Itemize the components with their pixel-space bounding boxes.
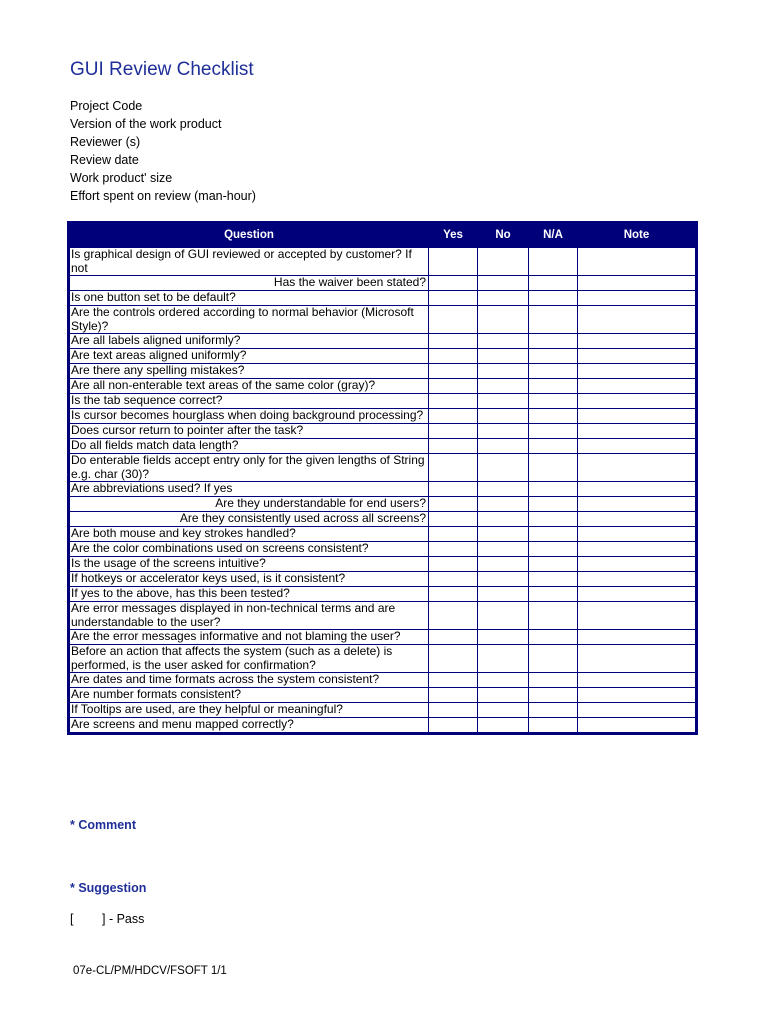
no-cell[interactable] xyxy=(478,630,529,645)
table-row xyxy=(70,276,696,291)
yes-cell[interactable] xyxy=(429,394,478,409)
no-cell[interactable] xyxy=(478,718,529,733)
na-cell[interactable] xyxy=(529,482,578,497)
no-cell[interactable] xyxy=(478,424,529,439)
no-cell[interactable] xyxy=(478,572,529,587)
na-cell[interactable] xyxy=(529,334,578,349)
header-question: Question xyxy=(70,223,429,248)
question-cell: Are the controls ordered according to normal behavior (Microsoft Style)? xyxy=(70,306,429,334)
table-row xyxy=(70,688,696,703)
na-cell[interactable] xyxy=(529,276,578,291)
na-cell[interactable] xyxy=(529,248,578,276)
na-cell[interactable] xyxy=(529,645,578,673)
no-cell[interactable] xyxy=(478,527,529,542)
no-cell[interactable] xyxy=(478,276,529,291)
note-cell[interactable] xyxy=(578,379,696,394)
note-cell[interactable] xyxy=(578,703,696,718)
note-cell[interactable] xyxy=(578,497,696,512)
info-field-reviewers: Reviewer (s) xyxy=(70,135,141,149)
no-cell[interactable] xyxy=(478,439,529,454)
info-field-version: Version of the work product xyxy=(70,117,222,131)
note-cell[interactable] xyxy=(578,364,696,379)
note-cell[interactable] xyxy=(578,454,696,482)
yes-cell[interactable] xyxy=(429,439,478,454)
checklist-table-container xyxy=(67,221,698,735)
question-cell: If Tooltips are used, are they helpful or meaningful? xyxy=(70,703,429,718)
note-cell[interactable] xyxy=(578,482,696,497)
header-no: No xyxy=(478,223,529,248)
header-note: Note xyxy=(578,223,696,248)
note-cell[interactable] xyxy=(578,630,696,645)
no-cell[interactable] xyxy=(478,349,529,364)
question-cell: Before an action that affects the system (such as a delete) is performed, is the user asked for confirmation? xyxy=(70,645,429,673)
table-row xyxy=(70,718,696,733)
na-cell[interactable] xyxy=(529,394,578,409)
yes-cell[interactable] xyxy=(429,248,478,276)
table-row xyxy=(70,630,696,645)
table-row xyxy=(70,587,696,602)
page-title: GUI Review Checklist xyxy=(70,59,254,80)
table-row xyxy=(70,703,696,718)
yes-cell[interactable] xyxy=(429,334,478,349)
no-cell[interactable] xyxy=(478,454,529,482)
table-row xyxy=(70,454,696,482)
yes-cell[interactable] xyxy=(429,673,478,688)
table-row xyxy=(70,482,696,497)
table-row xyxy=(70,409,696,424)
no-cell[interactable] xyxy=(478,645,529,673)
note-cell[interactable] xyxy=(578,439,696,454)
question-cell: If yes to the above, has this been tested? xyxy=(70,587,429,602)
question-cell: Are both mouse and key strokes handled? xyxy=(70,527,429,542)
na-cell[interactable] xyxy=(529,718,578,733)
na-cell[interactable] xyxy=(529,630,578,645)
question-cell: Are the error messages informative and not blaming the user? xyxy=(70,630,429,645)
table-row xyxy=(70,527,696,542)
no-cell[interactable] xyxy=(478,587,529,602)
no-cell[interactable] xyxy=(478,703,529,718)
note-cell[interactable] xyxy=(578,306,696,334)
no-cell[interactable] xyxy=(478,673,529,688)
table-row xyxy=(70,349,696,364)
project-info-list xyxy=(70,97,256,205)
table-row xyxy=(70,394,696,409)
checklist-body xyxy=(70,248,696,733)
question-cell: If hotkeys or accelerator keys used, is it consistent? xyxy=(70,572,429,587)
note-cell[interactable] xyxy=(578,512,696,527)
na-cell[interactable] xyxy=(529,703,578,718)
yes-cell[interactable] xyxy=(429,482,478,497)
table-row xyxy=(70,248,696,276)
suggestion-label: * Suggestion xyxy=(70,881,147,895)
document-footer-code: 07e-CL/PM/HDCV/FSOFT 1/1 xyxy=(73,965,227,977)
info-field-work-product-size: Work product' size xyxy=(70,171,173,185)
yes-cell[interactable] xyxy=(429,688,478,703)
note-cell[interactable] xyxy=(578,673,696,688)
note-cell[interactable] xyxy=(578,334,696,349)
na-cell[interactable] xyxy=(529,424,578,439)
pass-label: - Pass xyxy=(105,912,145,926)
yes-cell[interactable] xyxy=(429,291,478,306)
yes-cell[interactable] xyxy=(429,454,478,482)
note-cell[interactable] xyxy=(578,645,696,673)
table-row xyxy=(70,512,696,527)
pass-checkbox[interactable]: [ xyxy=(70,912,74,926)
note-cell[interactable] xyxy=(578,349,696,364)
note-cell[interactable] xyxy=(578,276,696,291)
table-row xyxy=(70,673,696,688)
table-row xyxy=(70,572,696,587)
na-cell[interactable] xyxy=(529,688,578,703)
na-cell[interactable] xyxy=(529,557,578,572)
no-cell[interactable] xyxy=(478,602,529,630)
question-cell: Is the tab sequence correct? xyxy=(70,394,429,409)
no-cell[interactable] xyxy=(478,497,529,512)
question-cell: Are dates and time formats across the system consistent? xyxy=(70,673,429,688)
no-cell[interactable] xyxy=(478,542,529,557)
yes-cell[interactable] xyxy=(429,379,478,394)
no-cell[interactable] xyxy=(478,291,529,306)
question-cell: Are text areas aligned uniformly? xyxy=(70,349,429,364)
table-row xyxy=(70,602,696,630)
note-cell[interactable] xyxy=(578,424,696,439)
yes-cell[interactable] xyxy=(429,424,478,439)
note-cell[interactable] xyxy=(578,688,696,703)
yes-cell[interactable] xyxy=(429,718,478,733)
question-cell: Has the waiver been stated? xyxy=(70,276,429,291)
table-row xyxy=(70,645,696,673)
no-cell[interactable] xyxy=(478,306,529,334)
no-cell[interactable] xyxy=(478,482,529,497)
na-cell[interactable] xyxy=(529,587,578,602)
na-cell[interactable] xyxy=(529,527,578,542)
table-row xyxy=(70,557,696,572)
note-cell[interactable] xyxy=(578,542,696,557)
question-cell: Are all labels aligned uniformly? xyxy=(70,334,429,349)
na-cell[interactable] xyxy=(529,379,578,394)
yes-cell[interactable] xyxy=(429,645,478,673)
question-cell: Are the color combinations used on screens consistent? xyxy=(70,542,429,557)
no-cell[interactable] xyxy=(478,334,529,349)
comment-label: * Comment xyxy=(70,818,136,832)
note-cell[interactable] xyxy=(578,602,696,630)
no-cell[interactable] xyxy=(478,248,529,276)
na-cell[interactable] xyxy=(529,673,578,688)
question-cell: Is cursor becomes hourglass when doing background processing? xyxy=(70,409,429,424)
yes-cell[interactable] xyxy=(429,306,478,334)
note-cell[interactable] xyxy=(578,587,696,602)
question-cell: Are they consistently used across all screens? xyxy=(70,512,429,527)
na-cell[interactable] xyxy=(529,572,578,587)
na-cell[interactable] xyxy=(529,512,578,527)
question-cell: Do enterable fields accept entry only for the given lengths of String e.g. char (30)? xyxy=(70,454,429,482)
header-na: N/A xyxy=(529,223,578,248)
question-cell: Are number formats consistent? xyxy=(70,688,429,703)
note-cell[interactable] xyxy=(578,718,696,733)
yes-cell[interactable] xyxy=(429,527,478,542)
note-cell[interactable] xyxy=(578,291,696,306)
na-cell[interactable] xyxy=(529,542,578,557)
yes-cell[interactable] xyxy=(429,542,478,557)
no-cell[interactable] xyxy=(478,557,529,572)
note-cell[interactable] xyxy=(578,557,696,572)
no-cell[interactable] xyxy=(478,512,529,527)
table-header-row xyxy=(70,223,696,248)
table-row xyxy=(70,542,696,557)
info-field-project-code: Project Code xyxy=(70,99,143,113)
question-cell: Are there any spelling mistakes? xyxy=(70,364,429,379)
table-row xyxy=(70,364,696,379)
na-cell[interactable] xyxy=(529,349,578,364)
yes-cell[interactable] xyxy=(429,349,478,364)
na-cell[interactable] xyxy=(529,291,578,306)
question-cell: Is the usage of the screens intuitive? xyxy=(70,557,429,572)
table-row xyxy=(70,439,696,454)
yes-cell[interactable] xyxy=(429,512,478,527)
question-cell: Does cursor return to pointer after the task? xyxy=(70,424,429,439)
na-cell[interactable] xyxy=(529,306,578,334)
table-row xyxy=(70,379,696,394)
question-cell: Are all non-enterable text areas of the same color (gray)? xyxy=(70,379,429,394)
yes-cell[interactable] xyxy=(429,276,478,291)
yes-cell[interactable] xyxy=(429,364,478,379)
na-cell[interactable] xyxy=(529,497,578,512)
no-cell[interactable] xyxy=(478,688,529,703)
question-cell: Is one button set to be default? xyxy=(70,291,429,306)
note-cell[interactable] xyxy=(578,527,696,542)
note-cell[interactable] xyxy=(578,248,696,276)
info-field-effort: Effort spent on review (man-hour) xyxy=(70,189,256,203)
table-row xyxy=(70,424,696,439)
question-cell: Do all fields match data length? xyxy=(70,439,429,454)
yes-cell[interactable] xyxy=(429,630,478,645)
yes-cell[interactable] xyxy=(429,602,478,630)
question-cell: Is graphical design of GUI reviewed or accepted by customer? If not xyxy=(70,248,429,276)
yes-cell[interactable] xyxy=(429,703,478,718)
no-cell[interactable] xyxy=(478,379,529,394)
table-row xyxy=(70,306,696,334)
table-row xyxy=(70,291,696,306)
note-cell[interactable] xyxy=(578,572,696,587)
na-cell[interactable] xyxy=(529,439,578,454)
no-cell[interactable] xyxy=(478,364,529,379)
no-cell[interactable] xyxy=(478,409,529,424)
note-cell[interactable] xyxy=(578,394,696,409)
na-cell[interactable] xyxy=(529,409,578,424)
checklist-table xyxy=(69,223,696,733)
yes-cell[interactable] xyxy=(429,557,478,572)
pass-option: [ ] - Pass xyxy=(70,912,145,926)
table-row xyxy=(70,334,696,349)
na-cell[interactable] xyxy=(529,364,578,379)
note-cell[interactable] xyxy=(578,409,696,424)
na-cell[interactable] xyxy=(529,454,578,482)
header-yes: Yes xyxy=(429,223,478,248)
question-cell: Are screens and menu mapped correctly? xyxy=(70,718,429,733)
yes-cell[interactable] xyxy=(429,497,478,512)
table-row xyxy=(70,497,696,512)
no-cell[interactable] xyxy=(478,394,529,409)
question-cell: Are abbreviations used? If yes xyxy=(70,482,429,497)
question-cell: Are they understandable for end users? xyxy=(70,497,429,512)
yes-cell[interactable] xyxy=(429,587,478,602)
yes-cell[interactable] xyxy=(429,572,478,587)
na-cell[interactable] xyxy=(529,602,578,630)
info-field-review-date: Review date xyxy=(70,153,139,167)
yes-cell[interactable] xyxy=(429,409,478,424)
question-cell: Are error messages displayed in non-technical terms and are understandable to the user? xyxy=(70,602,429,630)
